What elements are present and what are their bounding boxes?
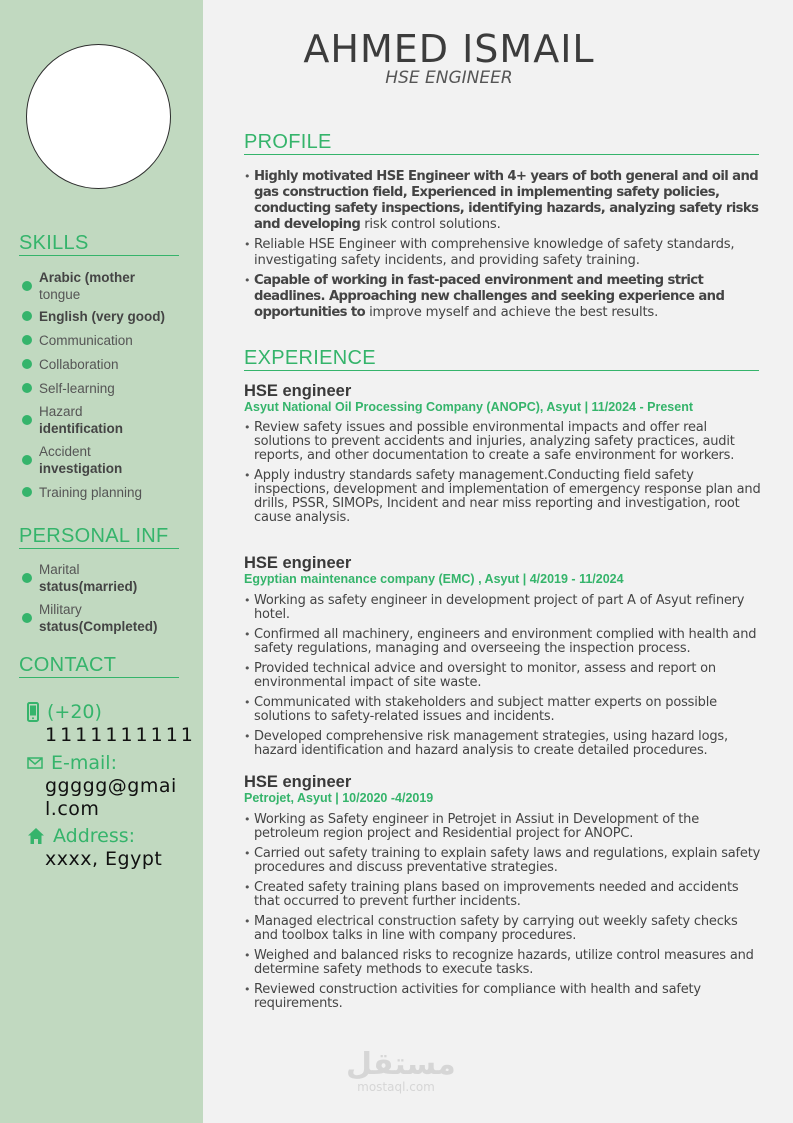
- job-title: HSE engineer: [244, 382, 352, 400]
- profile-bullet: • Highly motivated HSE Engineer with 4+ years of both general and oil and gas construction field, Experienced in implementing safety policies, conducting safety inspections, identifying hazards, analyzing safety risks and developing risk control solutions.: [244, 169, 764, 233]
- candidate-title: HSE ENGINEER: [385, 68, 513, 88]
- skill-item: Communication: [20, 328, 195, 352]
- job-company: Egyptian maintenance company (EMC) , Asyut | 4/2019 - 11/2024: [244, 572, 624, 586]
- skill-item: Self-learning: [20, 376, 195, 400]
- address-value: xxxx, Egypt: [45, 848, 163, 870]
- bullet-dot-icon: [22, 359, 32, 369]
- bullet-dot-icon: [22, 415, 32, 425]
- personal-info-heading: PERSONAL INF: [19, 525, 179, 549]
- job-bullet: • Managed electrical construction safety by carrying out weekly safety checks and toolbox talks in line with company procedures.: [244, 915, 764, 943]
- job-bullet: • Review safety issues and possible environmental impacts and offer real solutions to prevent accidents and injuries, analyzing safety practices, audit reports, and other documentation to create a safe environment for workers.: [244, 421, 764, 463]
- phone-number[interactable]: 1111111111: [45, 724, 196, 746]
- envelope-icon: [27, 757, 43, 769]
- home-icon: [27, 827, 45, 845]
- skills-list: [20, 268, 195, 504]
- job-bullets: [244, 421, 764, 531]
- job-bullets: [244, 813, 764, 1017]
- profile-bullet: • Reliable HSE Engineer with comprehensive knowledge of safety standards, investigating safety incidents, and providing safety training.: [244, 237, 764, 269]
- job-title: HSE engineer: [244, 554, 352, 572]
- personal-info-list: [20, 558, 195, 638]
- job-bullet: • Weighed and balanced risks to recognize hazards, utilize control measures and determine safety methods to execute tasks.: [244, 949, 764, 977]
- bullet-dot-icon: [22, 335, 32, 345]
- contact-heading: CONTACT: [19, 654, 179, 678]
- email-address[interactable]: ggggg@gmail.com: [45, 775, 177, 820]
- bullet-dot-icon: [22, 613, 32, 623]
- job-bullet: • Reviewed construction activities for compliance with health and safety requirements.: [244, 983, 764, 1011]
- bullet-dot-icon: [22, 281, 32, 291]
- bullet-dot-icon: [22, 455, 32, 465]
- personal-item: Military status(Completed): [20, 598, 195, 638]
- bullet-dot-icon: [22, 487, 32, 497]
- job-bullet: • Confirmed all machinery, engineers and environment complied with health and safety regulations, managing and overseeing the inspection process.: [244, 628, 764, 656]
- skill-item: Hazard identification: [20, 400, 195, 440]
- experience-heading: EXPERIENCE: [244, 347, 759, 371]
- skills-heading: SKILLS: [19, 232, 179, 256]
- profile-heading: PROFILE: [244, 131, 759, 155]
- job-bullet: • Communicated with stakeholders and subject matter experts on possible solutions to safety-related issues and incidents.: [244, 696, 764, 724]
- skill-item: Collaboration: [20, 352, 195, 376]
- job-bullet: • Developed comprehensive risk management strategies, using hazard logs, hazard identification and hazard analysis to create detailed procedures.: [244, 730, 764, 758]
- bullet-dot-icon: [22, 383, 32, 393]
- watermark-latin: mostaql.com: [357, 1080, 435, 1094]
- job-bullet: • Created safety training plans based on improvements needed and accidents that occurred to prevent further incidents.: [244, 881, 764, 909]
- candidate-name: AHMED ISMAIL: [303, 27, 595, 71]
- watermark: [346, 1047, 456, 1094]
- address-label: Address:: [53, 825, 136, 847]
- watermark-arabic: مستقل: [346, 1047, 456, 1082]
- profile-list: [244, 169, 764, 325]
- job-company: Asyut National Oil Processing Company (ANOPC), Asyut | 11/2024 - Present: [244, 400, 693, 414]
- phone-code: (+20): [47, 701, 102, 723]
- skill-item: Arabic (mother tongue: [20, 268, 195, 304]
- bullet-dot-icon: [22, 311, 32, 321]
- job-title: HSE engineer: [244, 773, 352, 791]
- sidebar: [0, 0, 203, 1123]
- profile-bullet: • Capable of working in fast-paced environment and meeting strict deadlines. Approaching new challenges and seeking experience and opportunities to improve myself and achieve the best results.: [244, 273, 764, 321]
- job-bullet: • Working as Safety engineer in Petrojet in Assiut in Development of the petroleum region project and Residential project for ANOPC.: [244, 813, 764, 841]
- contact-email: [27, 751, 197, 821]
- mobile-phone-icon: [27, 702, 39, 722]
- job-bullets: [244, 594, 764, 764]
- job-company: Petrojet, Asyut | 10/2020 -4/2019: [244, 791, 434, 805]
- job-bullet: • Working as safety engineer in development project of part A of Asyut refinery hotel.: [244, 594, 764, 622]
- personal-item: Marital status(married): [20, 558, 195, 598]
- skill-item: Training planning: [20, 480, 195, 504]
- contact-address: [27, 824, 197, 871]
- job-bullet: • Apply industry standards safety management.Conducting field safety inspections, development and implementation of emergency response plan and drills, PSSR, SIMOPs, Incident and near miss reporting and investigation, root cause analysis.: [244, 469, 764, 525]
- email-label: E-mail:: [51, 752, 117, 774]
- job-bullet: • Carried out safety training to explain safety laws and regulations, explain safety procedures and discuss preventative strategies.: [244, 847, 764, 875]
- profile-photo: [26, 44, 171, 189]
- bullet-dot-icon: [22, 573, 32, 583]
- job-bullet: • Provided technical advice and oversight to monitor, assess and report on environmental impact of site waste.: [244, 662, 764, 690]
- contact-phone: [27, 700, 197, 747]
- skill-item: English (very good): [20, 304, 195, 328]
- skill-item: Accident investigation: [20, 440, 195, 480]
